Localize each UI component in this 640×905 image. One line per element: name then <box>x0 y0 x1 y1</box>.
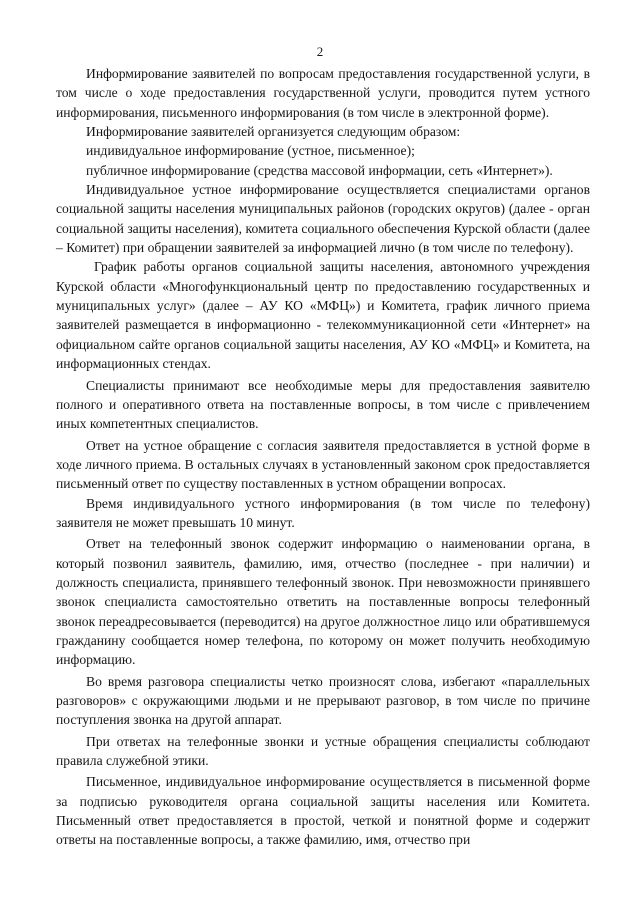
page-number: 2 <box>316 44 324 59</box>
paragraph-specialists-measures: Специалисты принимают все необходимые меры для предоставления заявителю полного и оперативного ответа на поставленные вопросы, в том числе с привлечением иных компетентных специалистов. <box>56 377 590 432</box>
paragraph-informing-overview: Информирование заявителей по вопросам предоставления государственной услуги, в том числе о ходе предоставления государственной услуги, проводится путем устного информирования, письменного информирования (в том числе в электронной форме). <box>56 66 590 120</box>
paragraph-individual-informing: индивидуальное информирование (устное, письменное); <box>86 143 415 159</box>
paragraph-service-ethics: При ответах на телефонные звонки и устные обращения специалисты соблюдают правила служебной этики. <box>56 733 590 769</box>
paragraph-oral-answer: Ответ на устное обращение с согласия заявителя предоставляется в устной форме в ходе личного приема. В остальных случаях в установленный законом срок предоставляется письменный ответ по существу поставленных в устном обращении вопросах. <box>56 437 590 492</box>
paragraph-work-schedule: График работы органов социальной защиты населения, автономного учреждения Курской области «Многофункциональный центр по предоставлению государственных и муниципальных услуг» (далее – АУ КО «МФЦ») и Комитета, график личного приема заявителей размещается в информационно - телекоммуникационной сети «Интернет» на официальном сайте органов социальной защиты населения, АУ КО «МФЦ» и Комитета, на информационных стендах. <box>56 259 590 372</box>
paragraph-written-informing: Письменное, индивидуальное информирование осуществляется в письменной форме за подписью руководителя органа социальной защиты населения или Комитета. Письменный ответ предоставляется в простой, четкой и понятной форме и содержит ответы на поставленные вопросы, а также фамилию, имя, отчество при <box>56 774 590 848</box>
paragraph-informing-organization: Информирование заявителей организуется следующим образом: <box>86 124 461 140</box>
paragraph-time-limit: Время индивидуального устного информирования (в том числе по телефону) заявителя не может превышать 10 минут. <box>56 495 590 530</box>
paragraph-conversation-rules: Во время разговора специалисты четко произносят слова, избегают «параллельных разговоров» с окружающими людьми и не прерывают разговор, в том числе по причине поступления звонка на другой аппарат. <box>56 673 590 728</box>
paragraph-oral-informing: Индивидуальное устное информирование осуществляется специалистами органов социальной защиты населения муниципальных районов (городских округов) (далее - орган социальной защиты населения), комитета социального обеспечения Курской области (далее – Комитет) при обращении заявителей за информацией лично (в том числе по телефону). <box>56 182 590 256</box>
document-body <box>56 64 590 850</box>
paragraph-phone-answer: Ответ на телефонный звонок содержит информацию о наименовании органа, в который позвонил заявитель, фамилию, имя, отчество (последнее - при наличии) и должность специалиста, принявшего телефонный звонок. При невозможности принявшего звонок специалиста самостоятельно ответить на поставленные вопросы телефонный звонок переадресовывается (переводится) на другое должностное лицо или обратившемуся гражданину сообщается номер телефона, по которому он может получить необходимую информацию. <box>56 536 590 668</box>
paragraph-public-informing: публичное информирование (средства массовой информации, сеть «Интернет»). <box>86 162 553 178</box>
